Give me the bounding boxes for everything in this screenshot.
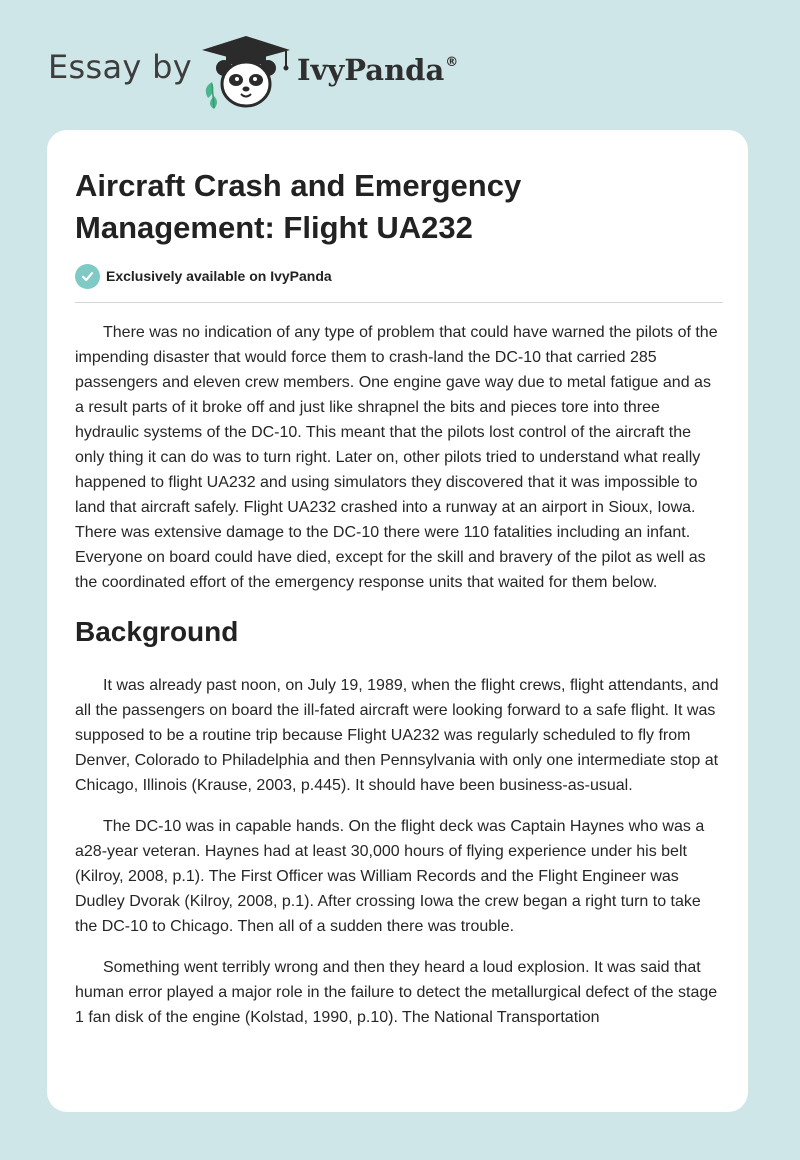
divider [75, 302, 723, 303]
panda-logo-icon[interactable] [198, 34, 294, 110]
essay-by-label: Essay by [48, 48, 192, 86]
body-paragraph: The DC-10 was in capable hands. On the flight deck was Captain Haynes who was a a28-year veteran. Haynes had at least 30,000 hours of flying experience under his belt (Kilroy, 2008, p.1). The First Officer was William Records and the Flight Engineer was Dudley Dvorak (Kilroy, 2008, p.1). After crossing Iowa the crew began a right turn to take the DC-10 to Chicago. Then all of a sudden there was trouble. [75, 818, 705, 935]
section-heading: Background [75, 616, 239, 647]
body-paragraph: Something went terribly wrong and then they heard a loud explosion. It was said that human error played a major role in the failure to detect the metallurgical defect of the stage 1 fan disk of the engine (Kolstad, 1990, p.10). The National Transportation [75, 959, 718, 1026]
body-paragraph: It was already past noon, on July 19, 1989, when the flight crews, flight attendants, and all the passengers on board the ill-fated aircraft were looking forward to a safe flight. It was supposed to be a routine trip because Flight UA232 was regularly scheduled to fly from Denver, Colorado to Philadelphia and then Pennsylvania with only one intermediate stop at Chicago, Illinois (Krause, 2003, p.445). It should have been business-as-usual. [75, 677, 719, 794]
exclusive-label: Exclusively available on IvyPanda [106, 268, 332, 284]
intro-paragraph: There was no indication of any type of problem that could have warned the pilots of the impending disaster that would force them to crash-land the DC-10 that carried 285 passengers and eleven crew members. One engine gave way due to metal fatigue and as a result parts of it broke off and just like shrapnel the bits and pieces tore into three hydraulic systems of the DC-10. This meant that the pilots lost control of the aircraft the only thing it can do was to turn right. Later on, other pilots tried to understand what really happened to flight UA232 and using simulators they discovered that it was impossible to land that aircraft safely. Flight UA232 crashed into a runway at an airport in Sioux, Iowa. There was extensive damage to the DC-10 there were 110 fatalities including an infant. Everyone on board could have died, except for the skill and bravery of the pilot as well as the coordinated effort of the emergency response units that waited for them below. [75, 324, 718, 591]
essay-card [47, 130, 748, 1112]
check-icon [75, 264, 100, 289]
exclusive-badge [75, 263, 332, 289]
essay-body [75, 320, 723, 1046]
ivypanda-wordmark[interactable]: IvyPanda® [297, 53, 459, 87]
site-header [0, 0, 800, 130]
essay-title: Aircraft Crash and Emergency Management: Flight UA232 [75, 168, 522, 245]
